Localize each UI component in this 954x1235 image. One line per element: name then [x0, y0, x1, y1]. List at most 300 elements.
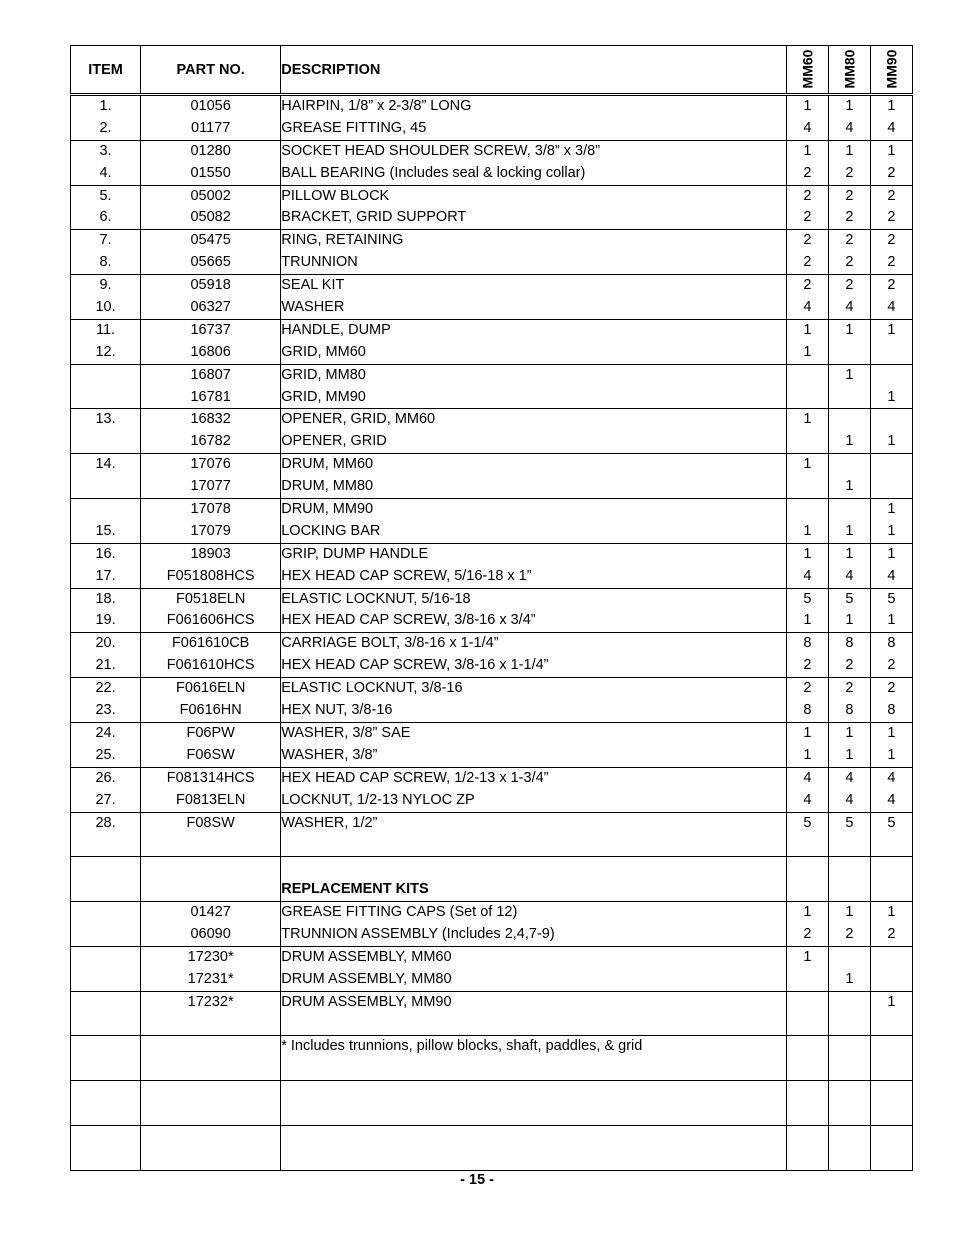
item-number: 16. — [95, 545, 116, 562]
qty-mm60-cell — [786, 1125, 828, 1170]
item-number — [71, 1014, 140, 1036]
qty-mm90 — [871, 1036, 912, 1058]
qty-mm90-cell — [870, 946, 912, 991]
part-number: 16807 — [190, 366, 231, 383]
part-number: 16832 — [190, 411, 231, 428]
qty-mm80: 1 — [845, 904, 854, 921]
item-number: 6. — [99, 209, 112, 226]
part-number-cell — [141, 767, 281, 812]
description: HEX HEAD CAP SCREW, 3/8-16 x 3/4” — [281, 612, 536, 629]
item-number: 26. — [95, 769, 116, 786]
qty-mm60-cell — [786, 722, 828, 767]
qty-mm90: 4 — [887, 791, 896, 808]
qty-mm80-cell — [828, 812, 870, 857]
qty-mm60: 1 — [803, 612, 812, 629]
qty-mm80-cell — [828, 185, 870, 230]
qty-mm90-cell — [870, 902, 912, 947]
qty-mm90 — [871, 342, 912, 364]
qty-mm90-cell — [870, 454, 912, 499]
item-number — [71, 1036, 140, 1058]
qty-mm60-cell — [786, 812, 828, 857]
description: HEX HEAD CAP SCREW, 1/2-13 x 1-3/4” — [281, 769, 549, 786]
description-cell — [281, 499, 787, 544]
description: BALL BEARING (Includes seal & locking collar) — [281, 164, 586, 181]
qty-mm90-cell — [870, 543, 912, 588]
part-number-cell — [141, 857, 281, 902]
description: LOCKING BAR — [281, 522, 381, 539]
item-number-cell — [71, 499, 141, 544]
qty-mm60 — [787, 1014, 828, 1036]
qty-mm60-cell — [786, 857, 828, 902]
part-number: F0813ELN — [175, 791, 246, 808]
qty-mm60: 8 — [803, 635, 812, 652]
part-number-cell — [141, 902, 281, 947]
qty-mm60: 5 — [803, 590, 812, 607]
qty-mm60: 4 — [803, 299, 812, 316]
qty-mm60 — [787, 1148, 828, 1170]
description: DRUM, MM60 — [281, 456, 374, 473]
item-number — [71, 924, 140, 946]
description: HEX NUT, 3/8-16 — [281, 702, 393, 719]
description: GRID, MM80 — [281, 366, 366, 383]
item-number: 28. — [95, 814, 116, 831]
item-number-cell — [71, 275, 141, 320]
description-cell — [281, 185, 787, 230]
description: HEX HEAD CAP SCREW, 3/8-16 x 1-1/4” — [281, 657, 549, 674]
item-number-cell — [71, 812, 141, 857]
qty-mm90-cell — [870, 499, 912, 544]
qty-mm80: 2 — [845, 187, 854, 204]
qty-mm60-cell — [786, 185, 828, 230]
table-row-group — [71, 946, 913, 991]
item-number: 5. — [99, 187, 112, 204]
part-number-cell — [141, 1036, 281, 1081]
item-number: 17. — [95, 567, 116, 584]
item-number-cell — [71, 633, 141, 678]
qty-mm60-cell — [786, 499, 828, 544]
description-cell — [281, 678, 787, 723]
part-number-cell — [141, 499, 281, 544]
table-row-group — [71, 543, 913, 588]
item-number-cell — [71, 319, 141, 364]
qty-mm60: 2 — [803, 164, 812, 181]
qty-mm60 — [787, 431, 828, 453]
description-cell — [281, 902, 787, 947]
description-cell — [281, 588, 787, 633]
item-number-cell — [71, 230, 141, 275]
part-number-cell — [141, 991, 281, 1036]
qty-mm60-cell — [786, 95, 828, 141]
item-number-cell — [71, 588, 141, 633]
qty-mm80 — [829, 1103, 870, 1125]
description: RING, RETAINING — [281, 232, 404, 249]
qty-mm80-cell — [828, 543, 870, 588]
qty-mm90-cell — [870, 185, 912, 230]
part-number: F051808HCS — [166, 567, 255, 584]
part-number: 16806 — [190, 343, 231, 360]
part-number: F061610HCS — [166, 657, 255, 674]
qty-mm90-cell — [870, 633, 912, 678]
part-number: F06PW — [186, 724, 235, 741]
qty-mm80: 8 — [845, 635, 854, 652]
qty-mm80-cell — [828, 140, 870, 185]
qty-mm80: 1 — [845, 321, 854, 338]
qty-mm90 — [871, 947, 912, 969]
table-row-group — [71, 364, 913, 409]
description: WASHER, 3/8” SAE — [281, 724, 411, 741]
description: WASHER, 1/2” — [281, 814, 378, 831]
description: CARRIAGE BOLT, 3/8-16 x 1-1/4” — [281, 635, 499, 652]
qty-mm80: 2 — [845, 254, 854, 271]
description-cell — [281, 409, 787, 454]
part-number: F061606HCS — [166, 612, 255, 629]
part-number-cell — [141, 946, 281, 991]
qty-mm80: 5 — [845, 590, 854, 607]
qty-mm90-cell — [870, 767, 912, 812]
qty-mm90-cell — [870, 409, 912, 454]
qty-mm90 — [871, 454, 912, 476]
qty-mm80: 2 — [845, 209, 854, 226]
description-cell — [281, 633, 787, 678]
qty-mm80: 1 — [845, 98, 854, 114]
qty-mm90-cell — [870, 588, 912, 633]
qty-mm90: 1 — [887, 98, 896, 114]
qty-mm90-cell — [870, 722, 912, 767]
header-item: ITEM — [71, 46, 141, 95]
part-number — [141, 857, 280, 879]
description: DRUM, MM90 — [281, 501, 374, 518]
qty-mm60: 1 — [803, 142, 812, 159]
part-number-cell — [141, 409, 281, 454]
qty-mm60: 1 — [803, 411, 812, 428]
part-number-cell — [141, 543, 281, 588]
description — [281, 834, 786, 856]
table-row-group — [71, 409, 913, 454]
qty-mm90 — [871, 1126, 912, 1148]
description: ELASTIC LOCKNUT, 5/16-18 — [281, 590, 471, 607]
qty-mm80: 2 — [845, 232, 854, 249]
table-row-group — [71, 185, 913, 230]
qty-mm60: 2 — [803, 209, 812, 226]
item-number: 11. — [95, 321, 116, 338]
description-cell — [281, 812, 787, 857]
qty-mm90: 2 — [887, 277, 896, 294]
table-row-group — [71, 319, 913, 364]
qty-mm60: 4 — [803, 791, 812, 808]
part-number-cell — [141, 454, 281, 499]
qty-mm80-cell — [828, 678, 870, 723]
description: BRACKET, GRID SUPPORT — [281, 209, 467, 226]
qty-mm80: 4 — [845, 299, 854, 316]
part-number-cell — [141, 319, 281, 364]
qty-mm90 — [871, 834, 912, 856]
item-number — [71, 387, 140, 409]
description — [281, 1081, 786, 1103]
qty-mm90: 5 — [887, 590, 896, 607]
part-number: 17078 — [190, 501, 231, 518]
description: HANDLE, DUMP — [281, 321, 391, 338]
item-number-cell — [71, 1081, 141, 1126]
description-cell — [281, 1081, 787, 1126]
item-number — [71, 969, 140, 991]
table-row-group — [71, 722, 913, 767]
part-number: 17076 — [190, 456, 231, 473]
qty-mm80: 1 — [845, 612, 854, 629]
description: WASHER, 3/8” — [281, 746, 378, 763]
table-row-group — [71, 857, 913, 902]
qty-mm90-cell — [870, 275, 912, 320]
qty-mm60 — [787, 387, 828, 409]
part-number-cell — [141, 812, 281, 857]
qty-mm80: 2 — [845, 657, 854, 674]
qty-mm60 — [787, 834, 828, 856]
qty-mm90-cell — [870, 140, 912, 185]
qty-mm60: 4 — [803, 567, 812, 584]
qty-mm80-cell — [828, 633, 870, 678]
item-number — [71, 1058, 140, 1080]
qty-mm60-cell — [786, 1036, 828, 1081]
qty-mm80 — [829, 879, 870, 901]
item-number: 20. — [95, 635, 116, 652]
qty-mm60-cell — [786, 1081, 828, 1126]
part-number — [141, 1126, 280, 1148]
description: PILLOW BLOCK — [281, 187, 390, 204]
part-number: 05082 — [190, 209, 231, 226]
item-number-cell — [71, 409, 141, 454]
table-row-group — [71, 812, 913, 857]
qty-mm90: 4 — [887, 567, 896, 584]
description: REPLACEMENT KITS — [281, 881, 429, 898]
qty-mm80: 4 — [845, 791, 854, 808]
item-number — [71, 902, 140, 924]
qty-mm60: 1 — [803, 522, 812, 539]
item-number-cell — [71, 678, 141, 723]
description: DRUM, MM80 — [281, 478, 374, 495]
part-number: 06327 — [190, 299, 231, 316]
item-number — [71, 879, 140, 901]
description — [281, 1103, 786, 1125]
qty-mm90: 1 — [887, 904, 896, 921]
qty-mm80 — [829, 409, 870, 431]
part-number: F06SW — [186, 746, 235, 763]
qty-mm80-cell — [828, 409, 870, 454]
item-number — [71, 365, 140, 387]
qty-mm80-cell — [828, 857, 870, 902]
item-number: 22. — [95, 680, 116, 697]
qty-mm60-cell — [786, 364, 828, 409]
qty-mm90 — [871, 409, 912, 431]
item-number — [71, 857, 140, 879]
table-row-group — [71, 633, 913, 678]
part-number-cell — [141, 95, 281, 141]
item-number-cell — [71, 543, 141, 588]
table-row-group — [71, 1081, 913, 1126]
description-cell — [281, 722, 787, 767]
qty-mm60-cell — [786, 454, 828, 499]
part-number-cell — [141, 678, 281, 723]
description-cell — [281, 275, 787, 320]
item-number-cell — [71, 902, 141, 947]
qty-mm60-cell — [786, 991, 828, 1036]
qty-mm90 — [871, 857, 912, 879]
part-number: 06090 — [190, 925, 231, 942]
qty-mm80: 2 — [845, 164, 854, 181]
qty-mm90: 5 — [887, 814, 896, 831]
qty-mm60-cell — [786, 140, 828, 185]
part-number: 05002 — [190, 187, 231, 204]
parts-list-table — [70, 45, 913, 1171]
header-part-no: PART NO. — [141, 46, 281, 95]
item-number — [71, 834, 140, 856]
qty-mm90 — [871, 1014, 912, 1036]
qty-mm90: 1 — [887, 724, 896, 741]
description-cell — [281, 140, 787, 185]
item-number — [71, 431, 140, 453]
qty-mm90: 2 — [887, 209, 896, 226]
qty-mm80: 2 — [845, 277, 854, 294]
part-number: F0616ELN — [175, 680, 246, 697]
part-number: F08SW — [186, 814, 235, 831]
item-number-cell — [71, 767, 141, 812]
qty-mm90-cell — [870, 319, 912, 364]
qty-mm80: 1 — [845, 724, 854, 741]
qty-mm80-cell — [828, 499, 870, 544]
qty-mm80 — [829, 499, 870, 521]
qty-mm90 — [871, 1058, 912, 1080]
qty-mm60 — [787, 499, 828, 521]
header-description: DESCRIPTION — [281, 46, 787, 95]
table-row-group — [71, 991, 913, 1036]
part-number: F061610CB — [171, 635, 250, 652]
qty-mm60 — [787, 476, 828, 498]
description: OPENER, GRID — [281, 433, 387, 450]
qty-mm80: 1 — [845, 142, 854, 159]
qty-mm80-cell — [828, 454, 870, 499]
qty-mm60-cell — [786, 543, 828, 588]
qty-mm60: 2 — [803, 680, 812, 697]
item-number-cell — [71, 722, 141, 767]
qty-mm90: 4 — [887, 119, 896, 136]
table-row-group — [71, 95, 913, 141]
item-number-cell — [71, 364, 141, 409]
qty-mm90 — [871, 969, 912, 991]
item-number: 18. — [95, 590, 116, 607]
qty-mm60 — [787, 1103, 828, 1125]
qty-mm80: 4 — [845, 769, 854, 786]
qty-mm60: 4 — [803, 119, 812, 136]
part-number-cell — [141, 1125, 281, 1170]
qty-mm80 — [829, 857, 870, 879]
qty-mm60 — [787, 365, 828, 387]
description: * Includes trunnions, pillow blocks, shaft, paddles, & grid — [281, 1038, 643, 1055]
part-number-cell — [141, 140, 281, 185]
description-cell — [281, 319, 787, 364]
part-number — [141, 1058, 280, 1080]
qty-mm60-cell — [786, 678, 828, 723]
description: DRUM ASSEMBLY, MM60 — [281, 948, 452, 965]
description-cell — [281, 454, 787, 499]
qty-mm80 — [829, 387, 870, 409]
qty-mm60: 1 — [803, 343, 812, 360]
qty-mm90: 1 — [887, 612, 896, 629]
qty-mm90-cell — [870, 991, 912, 1036]
qty-mm80-cell — [828, 364, 870, 409]
description: GRIP, DUMP HANDLE — [281, 545, 429, 562]
qty-mm80 — [829, 1081, 870, 1103]
part-number: 01427 — [190, 904, 231, 921]
description: GREASE FITTING, 45 — [281, 119, 427, 136]
part-number-cell — [141, 722, 281, 767]
qty-mm90: 4 — [887, 299, 896, 316]
qty-mm60-cell — [786, 902, 828, 947]
description — [281, 1014, 786, 1036]
qty-mm90 — [871, 365, 912, 387]
qty-mm90 — [871, 476, 912, 498]
qty-mm80: 1 — [845, 433, 854, 450]
qty-mm90: 2 — [887, 187, 896, 204]
part-number: 17231* — [187, 970, 234, 987]
qty-mm90: 1 — [887, 433, 896, 450]
qty-mm90-cell — [870, 857, 912, 902]
qty-mm60 — [787, 857, 828, 879]
part-number: 16781 — [190, 388, 231, 405]
item-number: 21. — [95, 657, 116, 674]
part-number: F0518ELN — [175, 590, 246, 607]
qty-mm80-cell — [828, 95, 870, 141]
part-number: 18903 — [190, 545, 231, 562]
item-number — [71, 1103, 140, 1125]
qty-mm80 — [829, 834, 870, 856]
qty-mm90: 2 — [887, 925, 896, 942]
qty-mm90-cell — [870, 364, 912, 409]
qty-mm80: 4 — [845, 119, 854, 136]
qty-mm60: 1 — [803, 98, 812, 114]
qty-mm60-cell — [786, 633, 828, 678]
item-number: 19. — [95, 612, 116, 629]
qty-mm60: 8 — [803, 702, 812, 719]
qty-mm60 — [787, 879, 828, 901]
qty-mm80: 2 — [845, 925, 854, 942]
qty-mm60: 4 — [803, 769, 812, 786]
item-number: 24. — [95, 724, 116, 741]
part-number: 05475 — [190, 232, 231, 249]
qty-mm80 — [829, 1126, 870, 1148]
item-number — [71, 947, 140, 969]
item-number-cell — [71, 454, 141, 499]
qty-mm90: 1 — [887, 388, 896, 405]
qty-mm90: 1 — [887, 142, 896, 159]
description: HAIRPIN, 1/8” x 2-3/8” LONG — [281, 98, 472, 114]
description — [281, 1148, 786, 1170]
table-row-group — [71, 454, 913, 499]
description: TRUNNION — [281, 254, 358, 271]
table-row-group — [71, 230, 913, 275]
description: WASHER — [281, 299, 345, 316]
item-number: 14. — [95, 456, 116, 473]
part-number: 01177 — [191, 119, 231, 136]
qty-mm80: 8 — [845, 702, 854, 719]
description-cell — [281, 1036, 787, 1081]
item-number: 27. — [95, 791, 116, 808]
item-number-cell — [71, 857, 141, 902]
description: DRUM ASSEMBLY, MM90 — [281, 993, 452, 1010]
table-row-group — [71, 588, 913, 633]
part-number — [141, 879, 280, 901]
description-cell — [281, 767, 787, 812]
item-number-cell — [71, 1125, 141, 1170]
qty-mm90-cell — [870, 1081, 912, 1126]
qty-mm80-cell — [828, 1081, 870, 1126]
